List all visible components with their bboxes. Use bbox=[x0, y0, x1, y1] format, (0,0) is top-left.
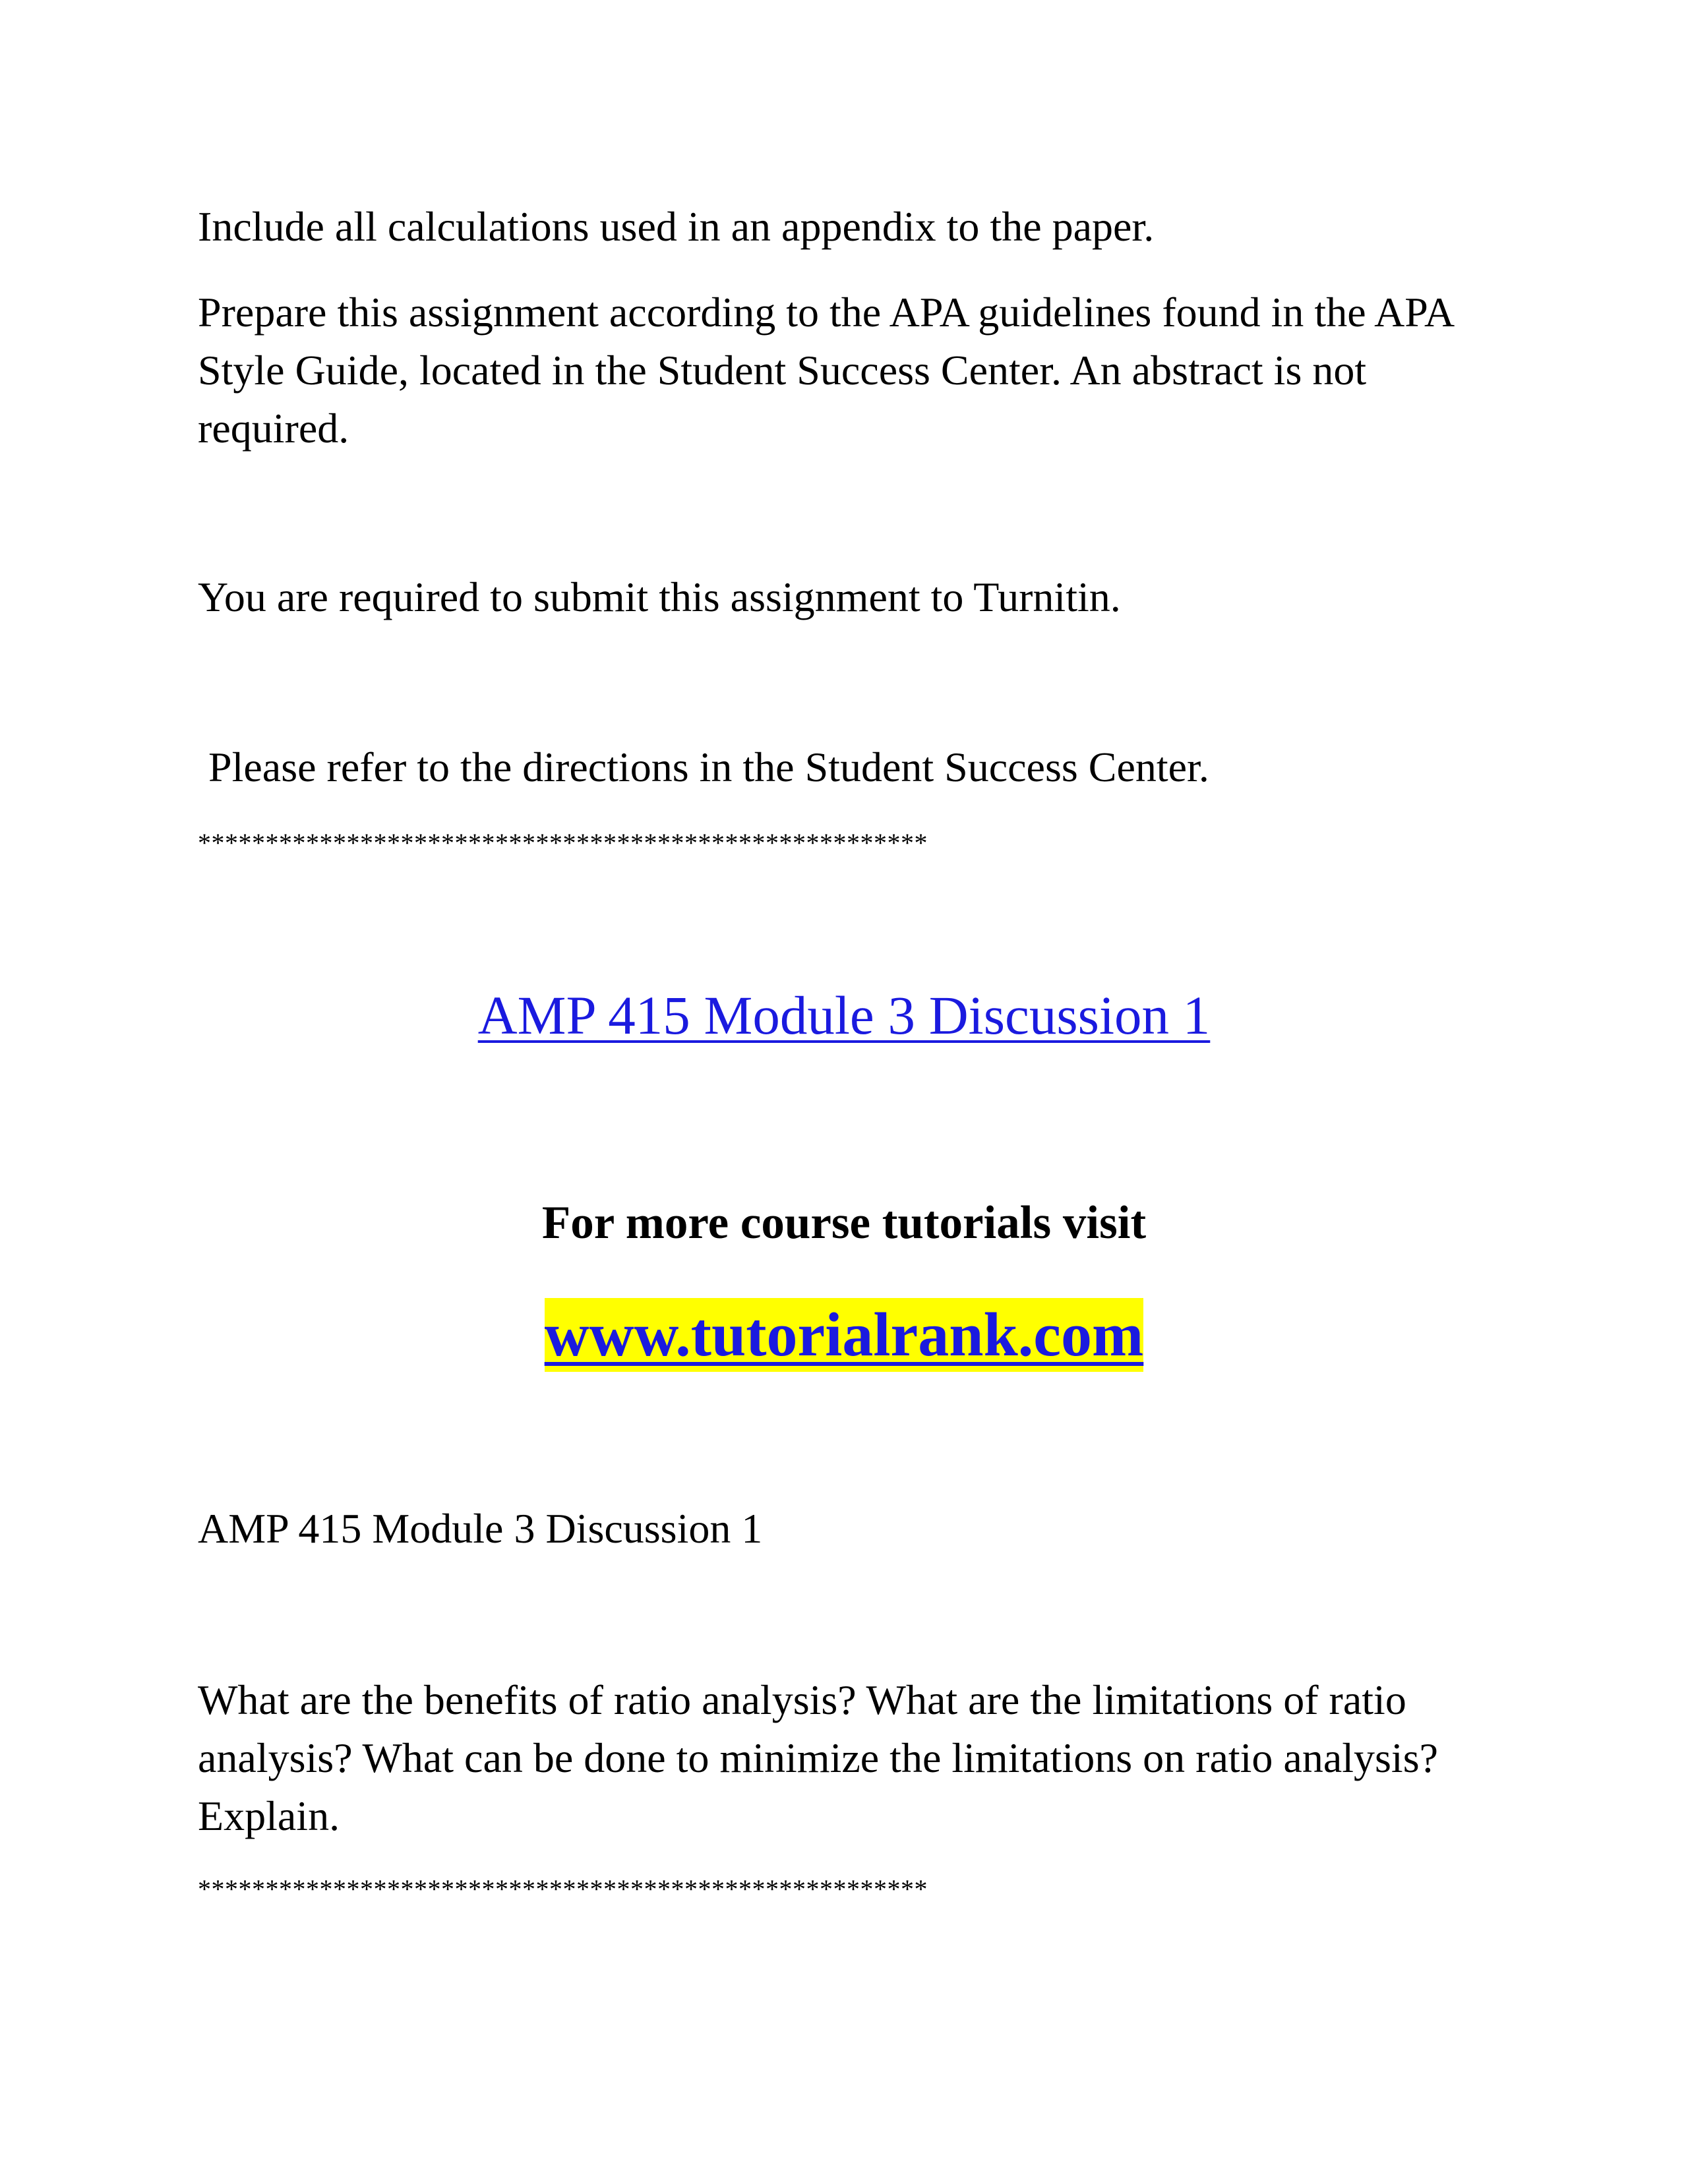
paragraph-directions: Please refer to the directions in the Student Success Center. bbox=[208, 744, 1209, 790]
paragraph-turnitin: You are required to submit this assignment to Turnitin. bbox=[198, 574, 1121, 620]
visit-text: For more course tutorials visit bbox=[541, 1197, 1147, 1249]
subheading: AMP 415 Module 3 Discussion 1 bbox=[198, 1505, 763, 1552]
site-link-container bbox=[0, 1299, 1688, 1371]
separator-bottom: ****************************************************** bbox=[198, 1874, 928, 1904]
paragraph-appendix: Include all calculations used in an appendix to the paper. bbox=[198, 203, 1155, 250]
visit-container bbox=[0, 1193, 1688, 1253]
heading-container bbox=[0, 982, 1688, 1048]
discussion-question: What are the benefits of ratio analysis? What are the limitations of ratio analysis? What can be done to minimize the limitations on ratio analysis? Explain. bbox=[198, 1676, 1438, 1839]
course-heading-link[interactable]: AMP 415 Module 3 Discussion 1 bbox=[477, 985, 1211, 1046]
separator-top: ****************************************************** bbox=[198, 828, 928, 858]
paragraph-apa-guidelines: Prepare this assignment according to the APA guidelines found in the APA Style Guide, located in the Student Success Center. An abstract is not required. bbox=[198, 289, 1453, 452]
tutorialrank-link[interactable]: www.tutorialrank.com bbox=[545, 1298, 1144, 1372]
